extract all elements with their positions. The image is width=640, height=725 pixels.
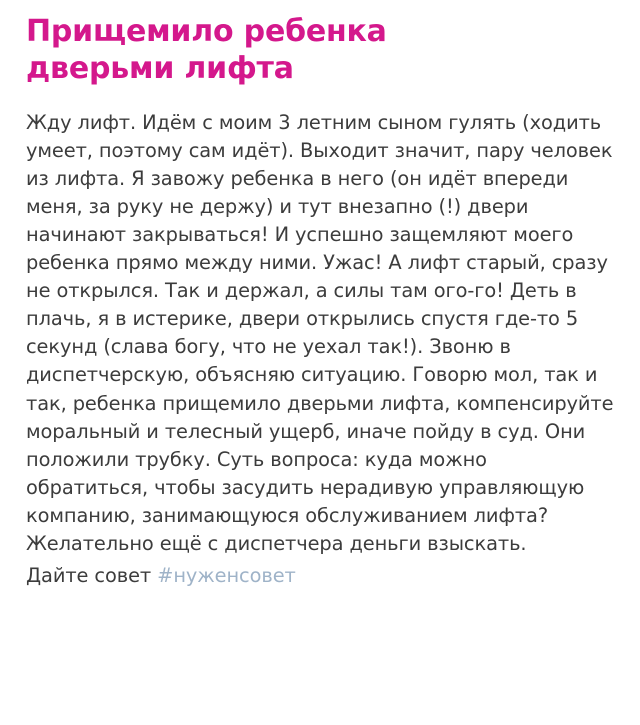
post-title: Прищемило ребенка дверьми лифта (26, 14, 387, 86)
post-footer (26, 562, 614, 590)
hashtag-link[interactable]: #нуженсовет (157, 563, 296, 587)
post-body-text: Жду лифт. Идём с моим 3 летним сыном гулять (ходить умеет, поэтому сам идёт). Выходит значит, пару человек из лифта. Я завожу ребенка в него (он идёт впереди меня, за руку не держу) и тут внезапно (!) двери начинают закрываться! И успешно защемляют моего ребенка прямо между ними. Ужас! А лифт старый, сразу не открылся. Так и держал, а силы там ого-го! Деть в плачь, я в истерике, двери открылись спустя где-то 5 секунд (слава богу, что не уехал так!). Звоню в диспетчерскую, объясняю ситуацию. Говорю мол, так и так, ребенка прищемило дверьми лифта, компенсируйте моральный и телесный ущерб, иначе пойду в суд. Они положили трубку. Суть вопроса: куда можно обратиться, чтобы засудить нерадивую управляющую компанию, занимающуюся обслуживанием лифта? Желательно ещё с диспетчера деньги взыскать. (26, 111, 620, 555)
footer-advice-text: Дайте совет (26, 563, 158, 587)
